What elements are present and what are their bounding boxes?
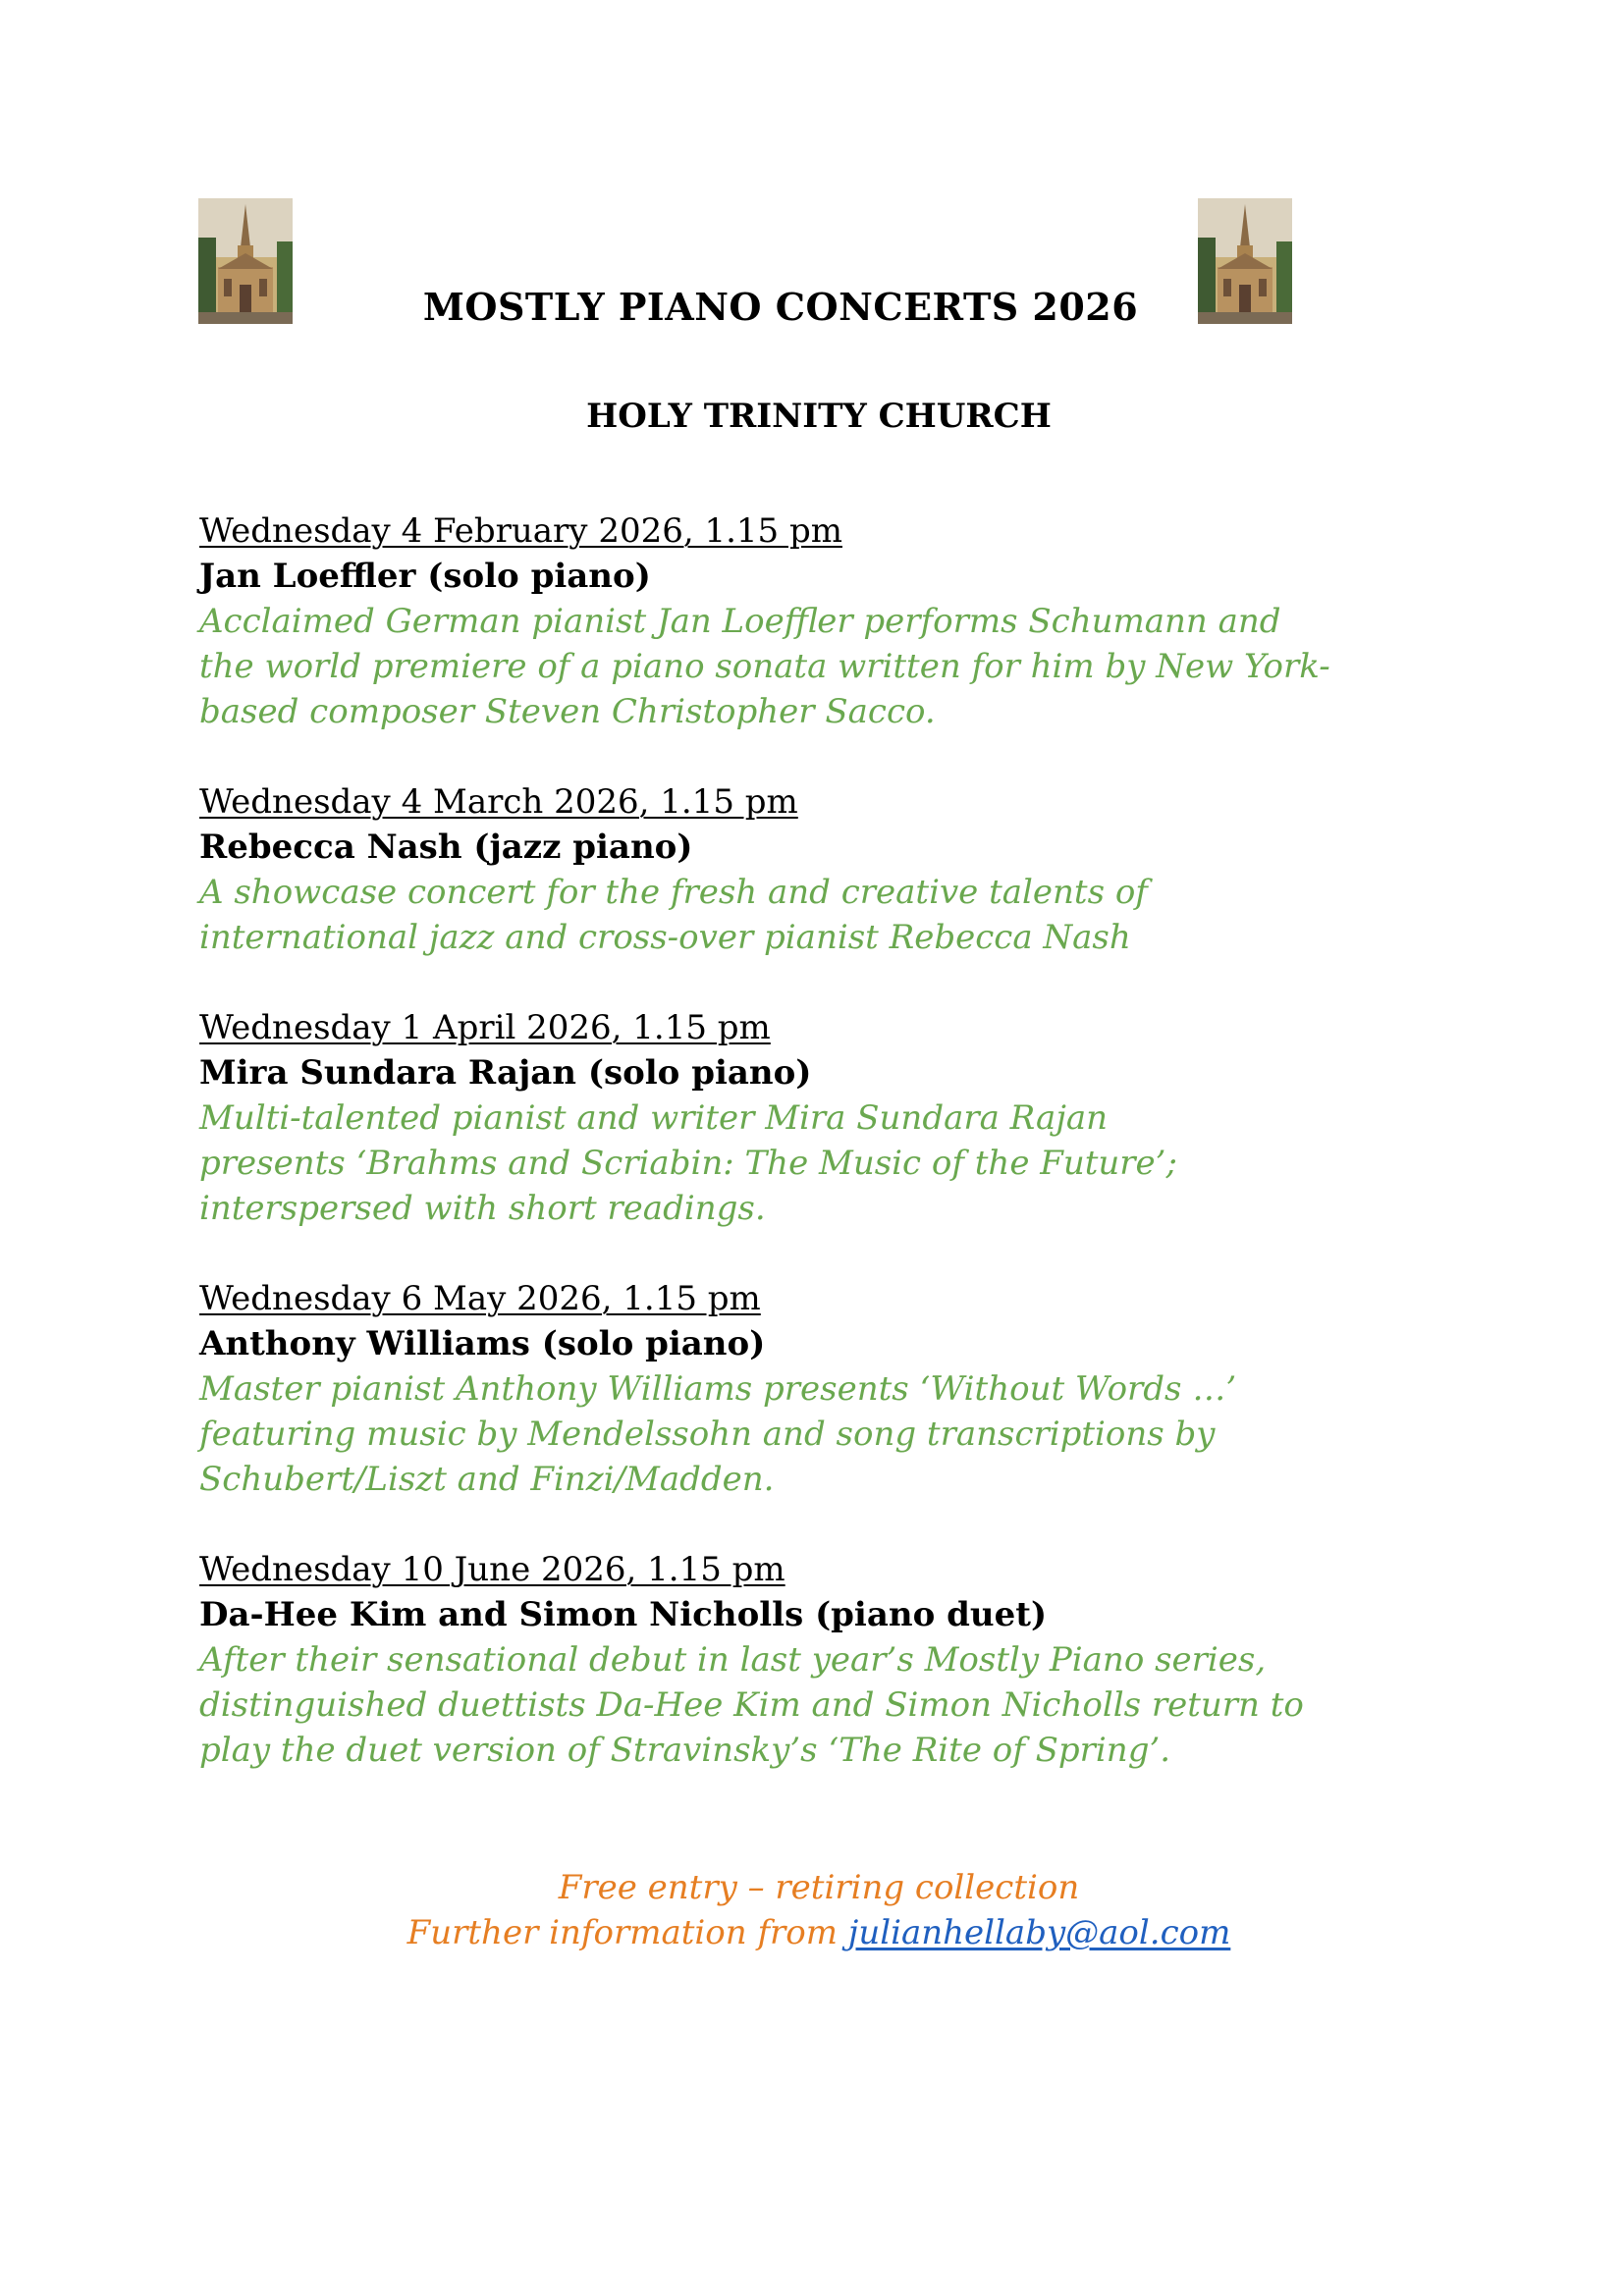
description-line: interspersed with short readings.: [199, 1189, 766, 1228]
description-line: Schubert/Liszt and Finzi/Madden.: [199, 1460, 775, 1499]
description-line: After their sensational debut in last year’s Mostly Piano series,: [199, 1640, 1267, 1680]
concert-description: [199, 599, 1436, 734]
description-line: distinguished duettists Da-Hee Kim and Simon Nicholls return to: [199, 1685, 1304, 1725]
description-line: play the duet version of Stravinsky’s ‘The Rite of Spring’.: [199, 1731, 1171, 1770]
concert-description: [199, 870, 1436, 960]
description-line: Multi-talented pianist and writer Mira Sundara Rajan: [199, 1098, 1109, 1138]
description-line: A showcase concert for the fresh and creative talents of: [199, 873, 1148, 912]
concert-date: Wednesday 6 May 2026, 1.15 pm: [199, 1279, 761, 1318]
concert-performer: Jan Loeffler (solo piano): [199, 557, 651, 596]
concert-date: Wednesday 4 February 2026, 1.15 pm: [199, 511, 842, 551]
concert-item: [199, 779, 1436, 960]
concert-item: [199, 508, 1436, 734]
venue-subtitle: HOLY TRINITY CHURCH: [586, 397, 1052, 436]
description-line: presents ‘Brahms and Scriabin: The Music of the Future’;: [199, 1144, 1177, 1183]
footer: [0, 1865, 1624, 1955]
concert-performer: Da-Hee Kim and Simon Nicholls (piano duet): [199, 1595, 1048, 1634]
description-line: Acclaimed German pianist Jan Loeffler performs Schumann and: [199, 602, 1281, 641]
concert-item: [199, 1005, 1436, 1231]
email-link[interactable]: julianhellaby@aol.com: [847, 1913, 1231, 1952]
concert-description: [199, 1095, 1436, 1231]
page-title: MOSTLY PIANO CONCERTS 2026: [422, 285, 1139, 329]
concert-performer: Rebecca Nash (jazz piano): [199, 828, 693, 867]
description-line: featuring music by Mendelssohn and song transcriptions by: [199, 1415, 1216, 1454]
concert-date: Wednesday 10 June 2026, 1.15 pm: [199, 1550, 785, 1589]
description-line: the world premiere of a piano sonata written for him by New York-: [199, 647, 1330, 686]
contact-prefix: Further information from: [406, 1913, 848, 1952]
concert-date: Wednesday 1 April 2026, 1.15 pm: [199, 1008, 771, 1047]
description-line: international jazz and cross-over pianist Rebecca Nash: [199, 918, 1131, 957]
concert-item: [199, 1276, 1436, 1502]
description-line: based composer Steven Christopher Sacco.: [199, 692, 936, 731]
contact-info: [0, 1910, 1624, 1955]
concert-performer: Anthony Williams (solo piano): [199, 1324, 766, 1363]
concert-date: Wednesday 4 March 2026, 1.15 pm: [199, 782, 798, 822]
concert-list: [199, 508, 1436, 1818]
concert-performer: Mira Sundara Rajan (solo piano): [199, 1053, 812, 1093]
concert-description: [199, 1366, 1436, 1502]
description-line: Master pianist Anthony Williams presents ‘Without Words …’: [199, 1369, 1237, 1409]
concert-description: [199, 1637, 1436, 1773]
entry-info: Free entry – retiring collection: [558, 1868, 1080, 1907]
concert-item: [199, 1547, 1436, 1773]
